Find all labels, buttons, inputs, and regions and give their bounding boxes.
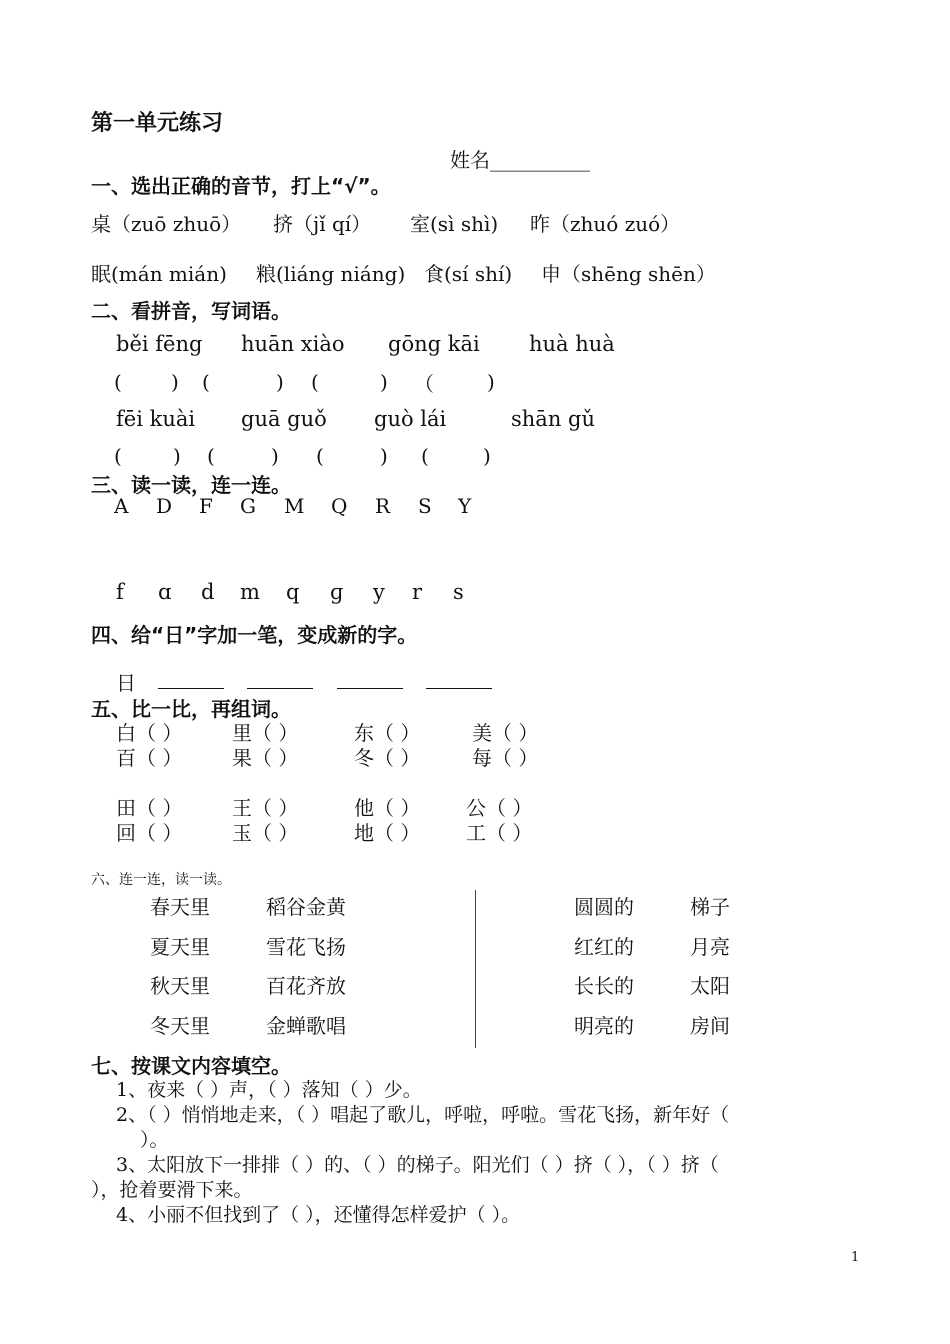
section-5-heading: 五、比一比，再组词。 (91, 697, 291, 721)
fill-sentence-2: 2、（ ）悄悄地走来，（ ）唱起了歌儿，呼啦，呼啦。雪花飞扬，新年好（ (116, 1104, 730, 1126)
s1-item: 申（shēng shēn） (541, 262, 716, 286)
section-7-heading: 七、按课文内容填空。 (91, 1054, 291, 1078)
match-item: 房间 (690, 1014, 730, 1038)
answer-bracket: ( (207, 444, 215, 468)
section-6-heading: 六、连一连，读一读。 (91, 872, 231, 888)
page-title: 第一单元练习 (91, 111, 224, 136)
column-divider (475, 890, 476, 1048)
uppercase-letter: Q (331, 494, 348, 518)
s1-item: 粮(liáng niáng) (256, 262, 406, 286)
match-item: 长长的 (574, 974, 634, 998)
uppercase-letter: A (114, 494, 129, 518)
pinyin-word: shān gǔ (511, 407, 595, 431)
compare-item: 他（ ） (354, 796, 421, 820)
answer-bracket: ) (276, 370, 284, 394)
compare-item: 每（ ） (472, 746, 539, 770)
match-item: 冬天里 (150, 1014, 210, 1038)
answer-bracket: ) (173, 444, 181, 468)
lowercase-letter: r (412, 580, 423, 604)
s1-item: 昨（zhuó zuó） (530, 212, 681, 236)
pinyin-word: běi fēng (116, 332, 203, 356)
lowercase-letter: q (286, 580, 300, 604)
compare-item: 田（ ） (116, 796, 183, 820)
answer-bracket: ( (421, 444, 429, 468)
fill-sentence-3-cont: ），抢着要滑下来。 (91, 1179, 253, 1201)
compare-item: 公（ ） (466, 796, 533, 820)
compare-item: 东（ ） (354, 721, 421, 745)
answer-blank[interactable] (247, 688, 313, 689)
answer-bracket: ) (483, 444, 491, 468)
answer-bracket: ( (114, 370, 122, 394)
answer-bracket: ( (114, 444, 122, 468)
compare-item: 玉（ ） (232, 821, 299, 845)
pinyin-word: huān xiào (241, 332, 345, 356)
s1-item: 眠(mán mián) (91, 262, 227, 286)
match-item: 春天里 (150, 895, 210, 919)
pinyin-word: huà huà (529, 332, 615, 356)
lowercase-letter: m (240, 580, 260, 604)
answer-bracket: ) (380, 444, 388, 468)
compare-item: 美（ ） (472, 721, 539, 745)
compare-item: 工（ ） (466, 821, 533, 845)
answer-bracket: ) (380, 370, 388, 394)
match-item: 红红的 (574, 935, 634, 959)
fill-sentence-2-cont: ）。 (140, 1129, 169, 1151)
section-2-heading: 二、看拼音，写词语。 (91, 299, 291, 323)
compare-item: 王（ ） (232, 796, 299, 820)
answer-bracket: ) (487, 370, 495, 394)
uppercase-letter: F (199, 494, 213, 518)
uppercase-letter: D (156, 494, 173, 518)
name-field-label: 姓名__________ (450, 148, 590, 172)
compare-item: 地（ ） (354, 821, 421, 845)
s1-item: 挤（jǐ qí） (273, 212, 372, 236)
uppercase-letter: R (375, 494, 391, 518)
answer-bracket: ( (316, 444, 324, 468)
answer-blank[interactable] (426, 688, 492, 689)
pinyin-word: guā guǒ (241, 407, 327, 431)
lowercase-letter: ɑ (158, 580, 172, 604)
lowercase-letter: f (116, 580, 124, 604)
uppercase-letter: Y (458, 494, 472, 518)
page-number: 1 (851, 1250, 860, 1265)
match-item: 稻谷金黄 (266, 895, 346, 919)
answer-bracket: ) (171, 370, 179, 394)
ri-character: 日 (116, 671, 136, 695)
answer-bracket: ) (271, 444, 279, 468)
compare-item: 回（ ） (116, 821, 183, 845)
match-item: 百花齐放 (266, 974, 346, 998)
lowercase-letter: s (453, 580, 464, 604)
match-item: 夏天里 (150, 935, 210, 959)
match-item: 雪花飞扬 (266, 935, 346, 959)
match-item: 太阳 (690, 974, 730, 998)
compare-item: 百（ ） (116, 746, 183, 770)
match-item: 圆圆的 (574, 895, 634, 919)
uppercase-letter: M (284, 494, 305, 518)
fill-sentence-1: 1、夜来（ ）声，（ ）落知（ ）少。 (116, 1079, 422, 1101)
match-item: 梯子 (690, 895, 730, 919)
compare-item: 冬（ ） (354, 746, 421, 770)
lowercase-letter: y (373, 580, 385, 604)
fill-sentence-3: 3、太阳放下一排排（ ）的、（ ）的梯子。阳光们（ ）挤（ ），（ ）挤（ (116, 1154, 719, 1176)
match-item: 金蝉歌唱 (266, 1014, 346, 1038)
lowercase-letter: ɡ (330, 580, 344, 604)
compare-item: 果（ ） (232, 746, 299, 770)
answer-blank[interactable] (337, 688, 403, 689)
match-item: 秋天里 (150, 974, 210, 998)
match-item: 明亮的 (574, 1014, 634, 1038)
answer-bracket: ( (311, 370, 319, 394)
pinyin-word: guò lái (374, 407, 447, 431)
compare-item: 白（ ） (116, 721, 183, 745)
answer-bracket: （ (414, 372, 434, 396)
pinyin-word: fēi kuài (116, 407, 196, 431)
section-1-heading: 一、选出正确的音节，打上“√”。 (91, 174, 391, 198)
answer-blank[interactable] (158, 688, 224, 689)
section-3-heading: 三、读一读，连一连。 (91, 473, 291, 497)
fill-sentence-4: 4、小丽不但找到了（ ），还懂得怎样爱护（ ）。 (116, 1204, 521, 1226)
pinyin-word: gōng kāi (388, 332, 480, 356)
section-4-heading: 四、给“日”字加一笔，变成新的字。 (91, 623, 418, 647)
answer-bracket: ( (202, 370, 210, 394)
s1-item: 食(sí shí) (424, 262, 513, 286)
compare-item: 里（ ） (232, 721, 299, 745)
lowercase-letter: d (201, 580, 215, 604)
uppercase-letter: G (240, 494, 256, 518)
s1-item: 室(sì shì) (410, 212, 499, 236)
s1-item: 桌（zuō zhuō） (91, 212, 242, 236)
uppercase-letter: S (418, 494, 432, 518)
match-item: 月亮 (690, 935, 730, 959)
